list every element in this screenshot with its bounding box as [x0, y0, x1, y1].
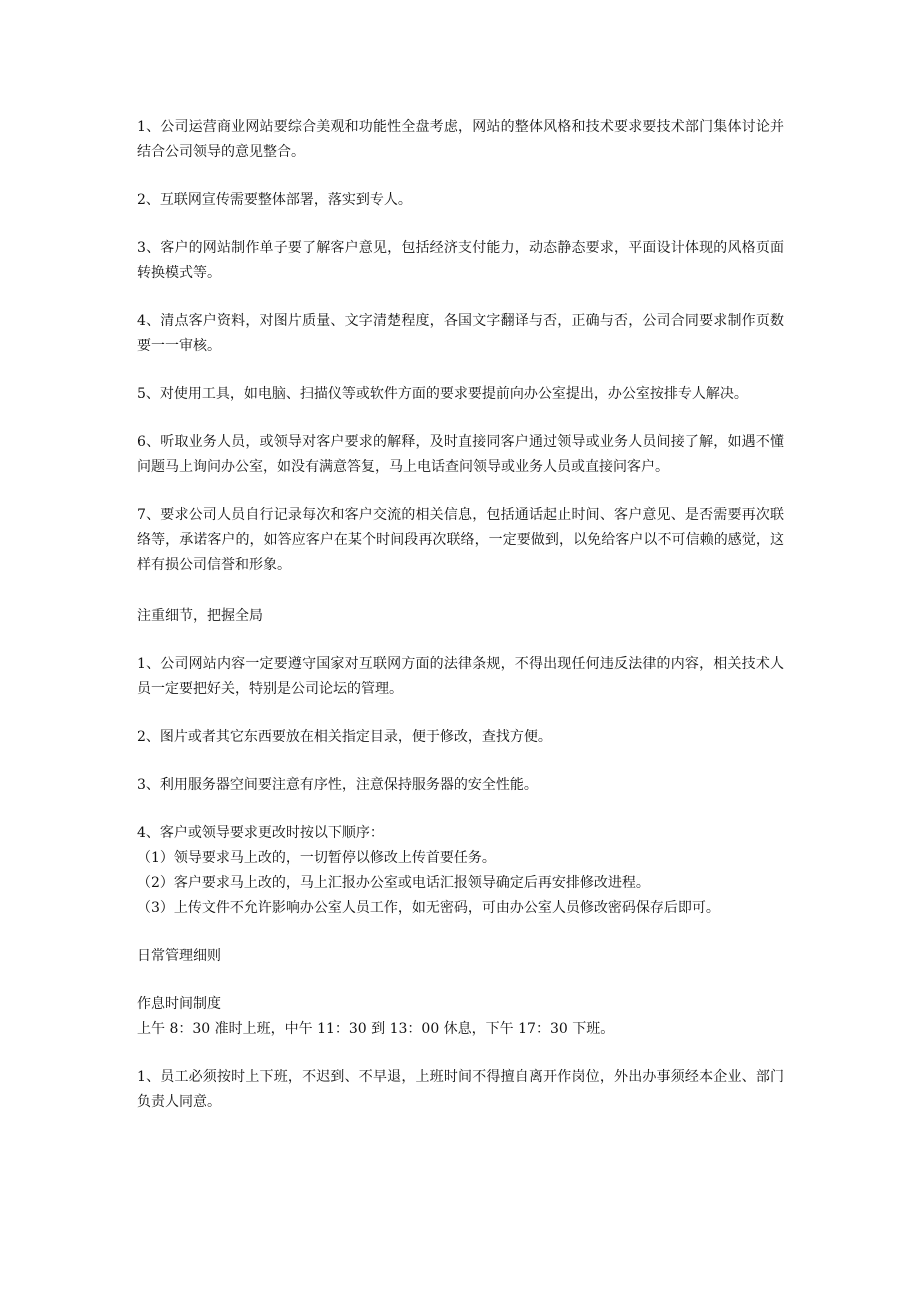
detail-item-4-sub-3: （3）上传文件不允许影响办公室人员工作，如无密码，可由办公室人员修改密码保存后即可。: [137, 900, 720, 916]
schedule-block: [137, 992, 784, 1042]
paragraph-6: 6、听取业务人员，或领导对客户要求的解释，及时直接同客户通过领导或业务人员间接了解，如遇不懂问题马上询问办公室，如没有满意答复，马上电话查问领导或业务人员或直接问客户。: [137, 434, 784, 475]
paragraph-7: 7、要求公司人员自行记录每次和客户交流的相关信息，包括通话起止时间、客户意见、是否需要再次联络等，承诺客户的，如答应客户在某个时间段再次联络，一定要做到，以免给客户以不可信赖的感觉，这样有损公司信誉和形象。: [137, 507, 784, 573]
rule-item-1: 1、员工必须按时上下班，不迟到、不早退，上班时间不得擅自离开作岗位，外出办事须经本企业、部门负责人同意。: [137, 1069, 784, 1110]
detail-item-3: 3、利用服务器空间要注意有序性，注意保持服务器的安全性能。: [137, 777, 538, 793]
document-page: [137, 115, 784, 1138]
paragraph-5: 5、对使用工具，如电脑、扫描仪等或软件方面的要求要提前向办公室提出，办公室按排专人解决。: [137, 386, 748, 402]
detail-item-1: 1、公司网站内容一定要遵守国家对互联网方面的法律条规，不得出现任何违反法律的内容，相关技术人员一定要把好关，特别是公司论坛的管理。: [137, 656, 784, 697]
paragraph-2: 2、互联网宣传需要整体部署，落实到专人。: [137, 192, 412, 208]
detail-item-2: 2、图片或者其它东西要放在相关指定目录，便于修改，查找方便。: [137, 729, 552, 745]
detail-item-4-sub-2: （2）客户要求马上改的，马上汇报办公室或电话汇报领导确定后再安排修改进程。: [137, 875, 650, 891]
detail-item-4: [137, 821, 784, 921]
schedule-text: 上午 8：30 准时上班，中午 11：30 到 13：00 休息，下午 17：30 下班。: [137, 1021, 615, 1037]
paragraph-1: 1、公司运营商业网站要综合美观和功能性全盘考虑，网站的整体风格和技术要求要技术部门集体讨论并结合公司领导的意见整合。: [137, 119, 784, 160]
detail-item-4-intro: 4、客户或领导要求更改时按以下顺序：: [137, 825, 384, 841]
paragraph-4: 4、清点客户资料，对图片质量、文字清楚程度，各国文字翻译与否，正确与否，公司合同要求制作页数要一一审核。: [137, 313, 784, 354]
detail-item-4-sub-1: （1）领导要求马上改的，一切暂停以修改上传首要任务。: [137, 850, 496, 866]
section-heading-details: 注重细节，把握全局: [137, 608, 263, 624]
section-heading-daily-rules: 日常管理细则: [137, 948, 221, 964]
schedule-subheading: 作息时间制度: [137, 996, 221, 1012]
paragraph-3: 3、客户的网站制作单子要了解客户意见，包括经济支付能力，动态静态要求，平面设计体现的风格页面转换模式等。: [137, 240, 784, 281]
